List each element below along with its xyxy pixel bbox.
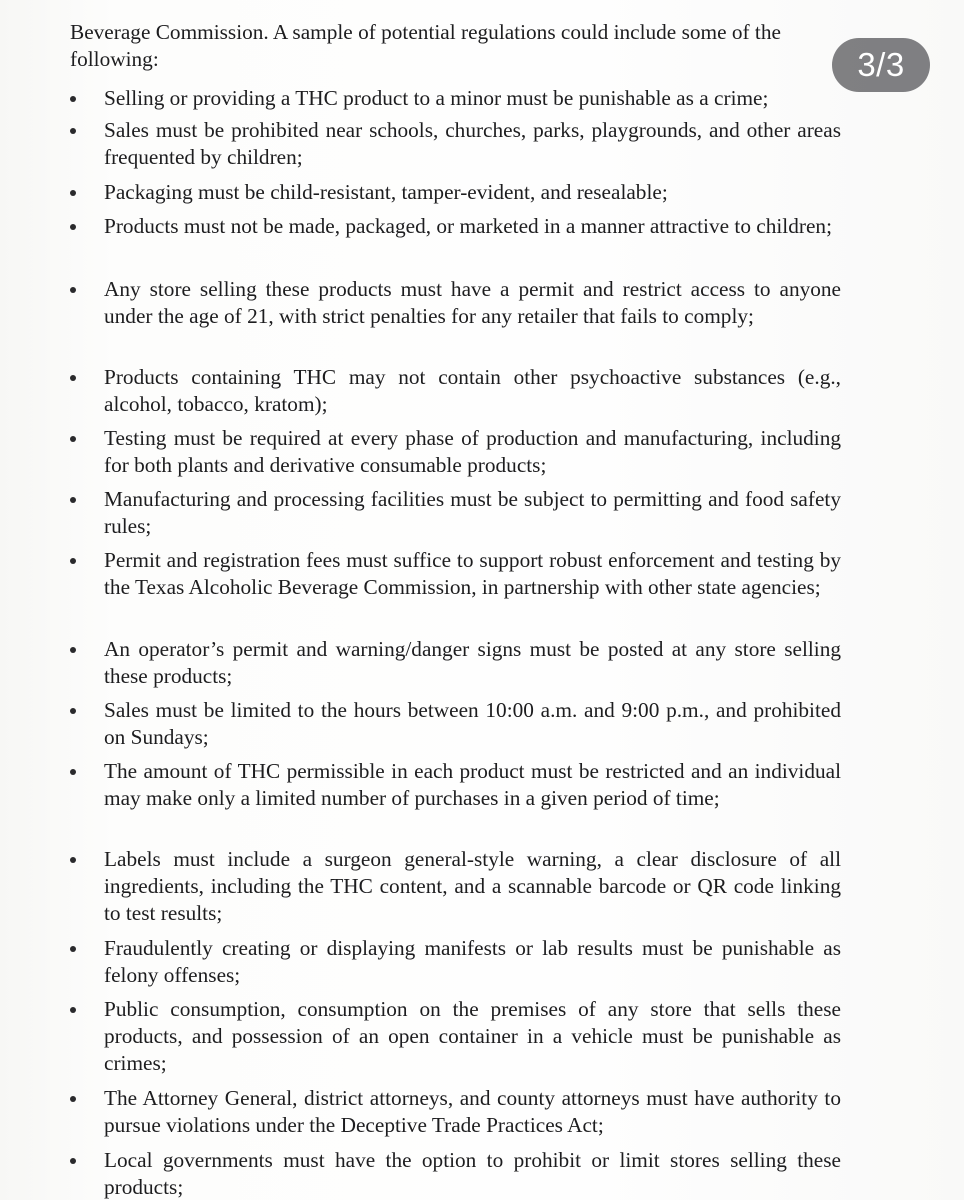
list-item-text: Packaging must be child-resistant, tamper-evident, and resealable; bbox=[104, 180, 668, 204]
list-item-text: Products must not be made, packaged, or marketed in a manner attractive to children; bbox=[104, 214, 832, 238]
list-item-text: Local governments must have the option to prohibit or limit stores selling these products; bbox=[104, 1148, 841, 1199]
bullet-icon bbox=[70, 436, 76, 442]
bullet-icon bbox=[70, 497, 76, 503]
bullet-icon bbox=[70, 558, 76, 564]
list-item-text: Testing must be required at every phase of production and manufacturing, including for both plants and derivative consumable products; bbox=[104, 426, 841, 477]
list-item-text: Public consumption, consumption on the premises of any store that sells these products, and possession of an open container in a vehicle must be punishable as crimes; bbox=[104, 997, 841, 1075]
bullet-icon bbox=[70, 224, 76, 230]
list-item-text: Permit and registration fees must suffice to support robust enforcement and testing by the Texas Alcoholic Beverage Commission, in partnership with other state agencies; bbox=[104, 548, 841, 599]
bullet-icon bbox=[70, 647, 76, 653]
list-item-text: Products containing THC may not contain other psychoactive substances (e.g., alcohol, tobacco, kratom); bbox=[104, 365, 841, 416]
list-item-text: Sales must be prohibited near schools, churches, parks, playgrounds, and other areas frequented by children; bbox=[104, 118, 841, 169]
list-item-text: Labels must include a surgeon general-style warning, a clear disclosure of all ingredients, including the THC content, and a scannable barcode or QR code linking to test results; bbox=[104, 847, 841, 925]
bullet-icon bbox=[70, 287, 76, 293]
bullet-icon bbox=[70, 769, 76, 775]
list-item-text: Fraudulently creating or displaying manifests or lab results must be punishable as felony offenses; bbox=[104, 936, 841, 987]
list-item-text: Selling or providing a THC product to a minor must be punishable as a crime; bbox=[104, 86, 769, 110]
list-item-text: An operator’s permit and warning/danger signs must be posted at any store selling these products; bbox=[104, 637, 841, 688]
bullet-icon bbox=[70, 1007, 76, 1013]
list-item-text: Sales must be limited to the hours between 10:00 a.m. and 9:00 p.m., and prohibited on Sundays; bbox=[104, 698, 841, 749]
intro-paragraph: Beverage Commission. A sample of potential regulations could include some of the following: bbox=[70, 20, 781, 71]
list-item-text: Manufacturing and processing facilities must be subject to permitting and food safety rules; bbox=[104, 487, 841, 538]
bullet-icon bbox=[70, 96, 76, 102]
list-item-text: Any store selling these products must have a permit and restrict access to anyone under the age of 21, with strict penalties for any retailer that fails to comply; bbox=[104, 277, 841, 328]
bullet-icon bbox=[70, 1158, 76, 1164]
list-item-text: The amount of THC permissible in each product must be restricted and an individual may make only a limited number of purchases in a given period of time; bbox=[104, 759, 841, 810]
page-counter-badge: 3/3 bbox=[832, 38, 930, 92]
bullet-icon bbox=[70, 857, 76, 863]
bullet-icon bbox=[70, 708, 76, 714]
list-item-text: The Attorney General, district attorneys, and county attorneys must have authority to pursue violations under the Deceptive Trade Practices Act; bbox=[104, 1086, 841, 1137]
bullet-icon bbox=[70, 946, 76, 952]
bullet-icon bbox=[70, 1096, 76, 1102]
bullet-icon bbox=[70, 128, 76, 134]
bullet-icon bbox=[70, 190, 76, 196]
bullet-icon bbox=[70, 375, 76, 381]
